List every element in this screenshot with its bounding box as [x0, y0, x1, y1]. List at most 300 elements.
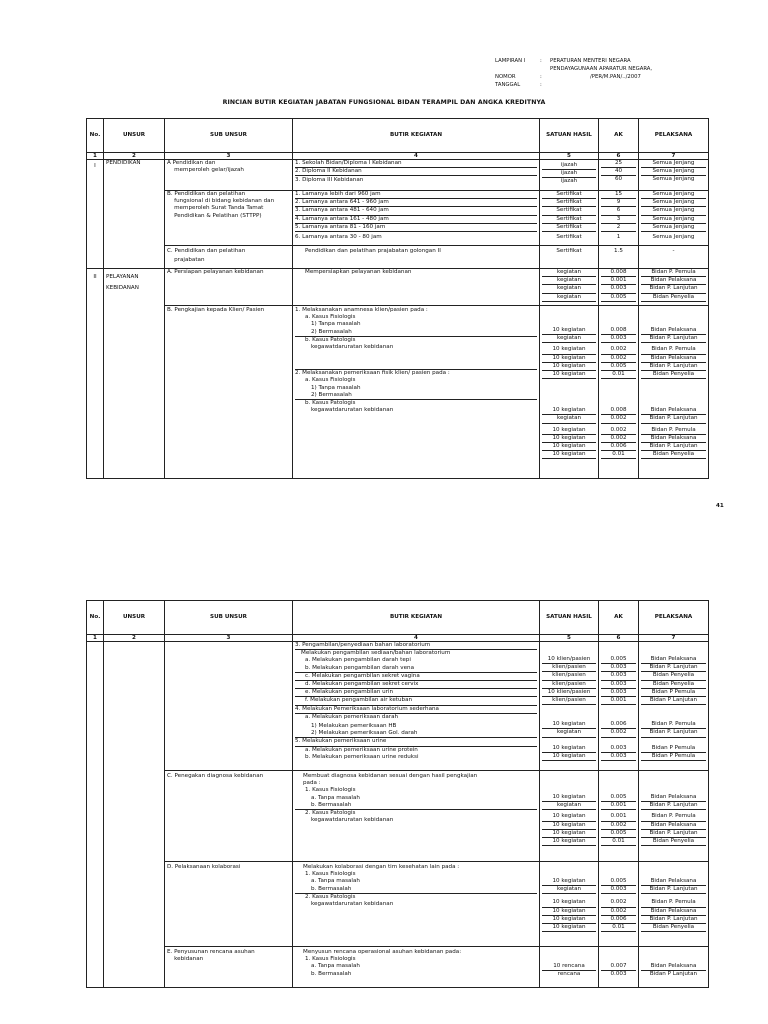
satuan-value: kegiatan [542, 802, 596, 810]
satuan-value: rencana [557, 971, 581, 978]
butir-cell [293, 771, 540, 862]
sub-unsur-line: A Pendidikan dan [167, 160, 216, 166]
ak-value: 0.002 [601, 822, 636, 830]
pelaksana-value: Bidan P Lanjutan [649, 971, 698, 978]
lampiran-colon: : [540, 82, 542, 88]
butir-line: 1. Kasus Fisiologis [305, 871, 356, 878]
butir-line: a. Melakukan pemeriksaan urine protein [305, 746, 418, 753]
butir-cell [293, 191, 540, 246]
row-number [87, 642, 104, 988]
butir-line: 5. Lamanya antara 81 - 160 jam [295, 224, 537, 232]
ak-value: 0.003 [601, 745, 636, 753]
satuan-value: Sertifikat [542, 224, 596, 232]
ak-value: 1 [616, 234, 621, 241]
pelaksana-value: Bidan P. Lanjutan [641, 664, 706, 672]
ak-value: 0.003 [601, 285, 636, 293]
ak-value: 0.005 [601, 294, 636, 302]
satuan-value: kegiatan [542, 294, 596, 302]
pelaksana-value: Bidan Pelaksana [641, 878, 706, 886]
pelaksana-value: Bidan Pelaksana [641, 355, 706, 363]
pelaksana-value: Bidan P. Lanjutan [641, 916, 706, 924]
sub-unsur-line: fungsional di bidang kebidanan dan [167, 198, 275, 205]
pelaksana-value: Bidan P. Pemula [641, 813, 706, 821]
satuan-value: kegiatan [542, 886, 596, 894]
butir-line: 3. Lamanya antara 481 - 640 jam [295, 207, 537, 215]
pelaksana-value: Bidan Pelaksana [641, 435, 706, 443]
ak-value: 0.01 [601, 371, 636, 379]
satuan-cell [540, 246, 599, 269]
pelaksana-value: Bidan P. Lanjutan [641, 285, 706, 293]
butir-line: 2) Bermasalah [295, 329, 537, 337]
sub-unsur-cell [165, 642, 293, 771]
butir-line: 2) Bermasalah [295, 392, 537, 400]
row-number [87, 269, 104, 479]
col-number: 1 [87, 153, 104, 160]
ak-value: 0.002 [601, 908, 636, 916]
pelaksana-value: Semua Jenjang [652, 176, 695, 183]
butir-line: Membuat diagnosa kebidanan sesuai dengan hasil pengkajian [303, 773, 478, 779]
ak-value: 0.002 [601, 899, 636, 907]
sub-unsur-line: kebidanan [167, 956, 204, 963]
lampiran-header [495, 57, 652, 89]
butir-line: 1. Kasus Fisiologis [305, 956, 356, 963]
lampiran-value: PERATURAN MENTERI NEGARA [550, 58, 631, 64]
sub-unsur-line: Pendidikan & Pelatihan (STTPP) [167, 212, 262, 219]
butir-line: 4. Lamanya antara 161 - 480 jam [295, 216, 537, 224]
sub-unsur-line: A. Persiapan pelayanan kebidanan [167, 269, 264, 275]
pelaksana-value: Bidan Penyelia [641, 672, 706, 680]
pelaksana-value: Bidan Penyelia [641, 294, 706, 302]
lampiran-colon [540, 65, 550, 73]
butir-line: kegawatdaruratan kebidanan [311, 817, 394, 824]
pelaksana-value: Semua Jenjang [641, 224, 706, 232]
lampiran-row [495, 65, 652, 73]
butir-line: a. Tanpa masalah [311, 794, 360, 801]
satuan-value: 10 kegiatan [542, 427, 596, 435]
ak-value: 1.5 [614, 248, 623, 254]
ak-value: 0.003 [601, 689, 636, 697]
header-ak: AK [599, 601, 639, 635]
header-row [87, 119, 709, 153]
ak-value: 0.01 [601, 838, 636, 846]
column-number-row [87, 635, 709, 642]
col-number: 4 [293, 635, 540, 642]
col-number: 7 [639, 153, 709, 160]
satuan-value: ijazah [560, 178, 578, 185]
pelaksana-value: Bidan P Pemula [641, 753, 706, 761]
ak-cell [599, 160, 639, 191]
sub-unsur-cell [165, 306, 293, 479]
pelaksana-cell [639, 160, 709, 191]
satuan-value: klien/pasien [542, 672, 596, 680]
header-satuan-hasil: SATUAN HASIL [540, 601, 599, 635]
butir-line: 1) Tanpa masalah [311, 384, 361, 391]
roman-number: I [94, 163, 96, 169]
ak-value: 0.003 [601, 681, 636, 689]
pelaksana-value: Bidan Pelaksana [641, 407, 706, 415]
pelaksana-value: Bidan Penyelia [641, 924, 706, 932]
satuan-value: Sertifikat [542, 191, 596, 199]
header-row [87, 601, 709, 635]
butir-line: 4. Melakukan Pemeriksaan laboratorium sederhana [295, 706, 537, 714]
lampiran-row [495, 57, 652, 65]
satuan-value: 10 kegiatan [542, 838, 596, 846]
butir-line: 2. Lamanya antara 641 - 960 jam [295, 199, 537, 207]
butir-cell [293, 269, 540, 306]
pelaksana-value: Bidan P. Lanjutan [641, 335, 706, 343]
ak-value: 6 [601, 207, 636, 215]
pelaksana-cell [639, 191, 709, 246]
butir-line: Mempersiapkan pelayanan kebidanan [305, 269, 412, 275]
sub-unsur-line: prajabatan [167, 257, 205, 264]
ak-value: 0.008 [601, 407, 636, 415]
pelaksana-value: Bidan Penyelia [641, 451, 706, 459]
ak-value: 15 [601, 191, 636, 199]
col-number: 6 [599, 153, 639, 160]
ak-value: 0.006 [601, 721, 636, 729]
butir-line: Menyusun rencana operasional asuhan kebidanan pada: [303, 949, 462, 955]
table-row [87, 160, 709, 191]
ak-value: 0.003 [610, 971, 627, 978]
satuan-value: ijazah [542, 162, 596, 170]
sub-unsur-line: C. Pendidikan dan pelatihan [167, 248, 246, 254]
ak-value: 0.001 [601, 813, 636, 821]
pelaksana-value: Bidan P. Lanjutan [641, 729, 706, 737]
ak-cell [599, 947, 639, 988]
header-butir-kegiatan: BUTIR KEGIATAN [293, 601, 540, 635]
ak-value: 0.001 [601, 802, 636, 810]
satuan-cell [540, 160, 599, 191]
ak-value: 0.003 [601, 672, 636, 680]
butir-line: b. Kasus Patologis [305, 400, 356, 407]
ak-value: 0.002 [601, 355, 636, 363]
ak-value: 40 [601, 168, 636, 176]
table-row [87, 191, 709, 246]
satuan-value: 10 kegiatan [542, 435, 596, 443]
butir-line: 2. Melaksanakan pemeriksaan fisik klien/ pasien pada : [295, 369, 537, 377]
satuan-value: 10 kegiatan [542, 830, 596, 838]
ak-value: 0.002 [601, 729, 636, 737]
rincian-table-page-1 [86, 118, 709, 479]
ak-value: 0.001 [601, 697, 636, 705]
ak-value: 0.006 [601, 443, 636, 451]
satuan-value: 10 kegiatan [542, 822, 596, 830]
unsur-label: PELAYANAN [106, 274, 139, 280]
table-row [87, 947, 709, 988]
pelaksana-value: Bidan P. Lanjutan [641, 802, 706, 810]
header-no: No. [87, 119, 104, 153]
pelaksana-value: Bidan P. Lanjutan [641, 443, 706, 451]
ak-value: 0.005 [601, 878, 636, 886]
butir-line: 5. Melakukan pemeriksaan urine [295, 738, 537, 746]
butir-line: a. Tanpa masalah [311, 963, 360, 970]
table-row [87, 269, 709, 306]
column-number-row [87, 153, 709, 160]
header-satuan-hasil: SATUAN HASIL [540, 119, 599, 153]
document-title: RINCIAN BUTIR KEGIATAN JABATAN FUNGSIONAL BIDAN TERAMPIL DAN ANGKA KREDITNYA [222, 99, 546, 106]
lampiran-key: TANGGAL [495, 82, 521, 88]
butir-cell [293, 246, 540, 269]
butir-line: kegawatdaruratan kebidanan [311, 901, 394, 908]
unsur-cell [104, 160, 165, 269]
ak-cell [599, 246, 639, 269]
ak-value: 0.003 [601, 753, 636, 761]
pelaksana-cell [639, 947, 709, 988]
butir-line: 1) Tanpa masalah [311, 321, 361, 328]
satuan-cell [540, 947, 599, 988]
butir-line: 1. Lamanya lebih dari 960 jam [295, 191, 537, 199]
butir-line: e. Melakukan pengambilan urin [295, 689, 537, 697]
ak-cell [599, 306, 639, 479]
butir-line: 2) Melakukan pemeriksaan Gol. darah [295, 730, 537, 738]
sub-unsur-cell [165, 246, 293, 269]
butir-line: c. Melakukan pengambilan sekret vagina [295, 673, 537, 681]
butir-line: kegawatdaruratan kebidanan [311, 407, 394, 414]
butir-line: b. Melakukan pemeriksaan urine reduksi [305, 753, 419, 760]
satuan-value: 10 kegiatan [542, 363, 596, 371]
butir-cell [293, 306, 540, 479]
pelaksana-value: Bidan P. Pemula [641, 721, 706, 729]
table-row [87, 306, 709, 479]
pelaksana-cell [639, 642, 709, 771]
ak-cell [599, 862, 639, 947]
table-row [87, 862, 709, 947]
ak-value: 0.002 [601, 427, 636, 435]
ak-cell [599, 269, 639, 306]
satuan-cell [540, 191, 599, 246]
ak-value: 25 [601, 160, 636, 168]
satuan-cell [540, 771, 599, 862]
document-page-2 [0, 520, 768, 1024]
header-pelaksana: PELAKSANA [639, 119, 709, 153]
ak-value: 2 [601, 224, 636, 232]
butir-line: 1. Sekolah Bidan/Diploma I Kebidanan [295, 160, 537, 168]
satuan-value: Sertifikat [542, 199, 596, 207]
pelaksana-value: Bidan P. Lanjutan [641, 415, 706, 423]
butir-line: pada : [303, 780, 321, 787]
pelaksana-cell [639, 269, 709, 306]
pelaksana-cell [639, 246, 709, 269]
pelaksana-value: Semua Jenjang [641, 216, 706, 224]
satuan-value: 10 kegiatan [542, 443, 596, 451]
table-row [87, 642, 709, 771]
header-unsur: UNSUR [104, 601, 165, 635]
lampiran-key: NOMOR [495, 74, 516, 80]
butir-line: a. Melakukan pemeriksaan darah [305, 713, 399, 720]
butir-line: Pendidikan dan pelatihan prajabatan golongan II [305, 248, 441, 254]
lampiran-key [495, 65, 540, 73]
ak-value: 0.01 [601, 924, 636, 932]
pelaksana-value: Bidan Penyelia [641, 838, 706, 846]
ak-value: 0.003 [601, 886, 636, 894]
satuan-value: 10 kegiatan [542, 355, 596, 363]
butir-line: Melakukan kolaborasi dengan tim kesehatan lain pada : [303, 864, 460, 870]
satuan-value: 10 kegiatan [542, 721, 596, 729]
row-number [87, 160, 104, 269]
satuan-value: ijazah [542, 170, 596, 178]
butir-line: 3. Pengambilan/penyediaan bahan laboratorium [295, 642, 537, 650]
butir-line: 1) Melakukan pemeriksaan HB [311, 723, 397, 730]
col-number: 7 [639, 635, 709, 642]
header-no: No. [87, 601, 104, 635]
ak-value: 0.005 [601, 830, 636, 838]
pelaksana-value: Bidan P. Lanjutan [641, 830, 706, 838]
butir-line: 2. Kasus Patologis [305, 893, 356, 900]
pelaksana-value: Bidan Pelaksana [641, 963, 706, 971]
sub-unsur-line: B. Pengkajian kepada Klien/ Pasien [167, 307, 265, 313]
satuan-value: klien/pasien [542, 664, 596, 672]
sub-unsur-cell [165, 862, 293, 947]
pelaksana-value: Semua Jenjang [641, 199, 706, 207]
ak-value: 0.007 [601, 963, 636, 971]
satuan-value: 10 kegiatan [542, 916, 596, 924]
pelaksana-cell [639, 771, 709, 862]
pelaksana-value: Semua Jenjang [641, 191, 706, 199]
pelaksana-cell [639, 306, 709, 479]
satuan-cell [540, 862, 599, 947]
butir-line: 3. Diploma III Kebidanan [295, 177, 364, 184]
butir-line: b. Bermasalah [295, 802, 537, 810]
satuan-value: kegiatan [542, 269, 596, 277]
satuan-value: klien/pasien [542, 697, 596, 705]
satuan-value: 10 kegiatan [542, 899, 596, 907]
col-number: 1 [87, 635, 104, 642]
header-sub-unsur: SUB UNSUR [165, 601, 293, 635]
roman-number: II [93, 274, 97, 280]
pelaksana-value: - [672, 248, 675, 254]
ak-value: 60 [614, 176, 623, 183]
butir-line: 2. Diploma II Kebidanan [295, 168, 537, 176]
satuan-value: 10 klien/pasien [542, 656, 596, 664]
col-number: 2 [104, 635, 165, 642]
satuan-value: Sertifikat [556, 248, 582, 254]
col-number: 3 [165, 635, 293, 642]
pelaksana-value: Bidan P. Pemula [641, 269, 706, 277]
lampiran-row [495, 73, 652, 81]
satuan-value: 10 kegiatan [542, 813, 596, 821]
butir-line: 2. Kasus Patologis [305, 810, 356, 817]
satuan-value: Sertifikat [542, 216, 596, 224]
ak-value: 0.001 [601, 277, 636, 285]
ak-value: 0.008 [601, 269, 636, 277]
butir-line: b. Bermasalah [295, 886, 537, 894]
ak-value: 0.003 [601, 664, 636, 672]
pelaksana-value: Bidan P Pemula [641, 689, 706, 697]
sub-unsur-cell [165, 771, 293, 862]
header-unsur: UNSUR [104, 119, 165, 153]
pelaksana-value: Bidan P. Lanjutan [641, 363, 706, 371]
butir-line: a. Tanpa masalah [311, 878, 360, 885]
butir-line: d. Melakukan pengambilan sekret cervix [295, 681, 537, 689]
satuan-value: kegiatan [542, 277, 596, 285]
ak-value: 0.008 [601, 327, 636, 335]
ak-value: 0.006 [601, 916, 636, 924]
satuan-value: 10 kegiatan [542, 794, 596, 802]
rincian-table-page-2 [86, 600, 709, 988]
sub-unsur-line: E. Penyusunan rencana asuhan [167, 949, 255, 955]
butir-cell [293, 862, 540, 947]
sub-unsur-cell [165, 160, 293, 191]
pelaksana-value: Semua Jenjang [652, 234, 695, 241]
pelaksana-value: Bidan Pelaksana [641, 794, 706, 802]
pelaksana-value: Bidan Pelaksana [641, 908, 706, 916]
pelaksana-value: Bidan P. Pemula [641, 346, 706, 354]
pelaksana-value: Bidan Pelaksana [641, 327, 706, 335]
satuan-cell [540, 306, 599, 479]
pelaksana-cell [639, 862, 709, 947]
satuan-value: 10 kegiatan [542, 908, 596, 916]
satuan-value: 10 kegiatan [542, 745, 596, 753]
butir-line: Melakukan pengambilan sediaan/bahan laboratorium [301, 650, 451, 657]
butir-line: f. Melakukan pengambilan air ketuban [295, 697, 537, 705]
pelaksana-value: Bidan P. Pemula [641, 899, 706, 907]
ak-value: 0.003 [601, 335, 636, 343]
ak-value: 0.002 [601, 415, 636, 423]
ak-cell [599, 642, 639, 771]
lampiran-row [495, 81, 652, 89]
satuan-value: 10 kegiatan [542, 327, 596, 335]
pelaksana-value: Semua Jenjang [641, 168, 706, 176]
ak-value: 0.002 [601, 346, 636, 354]
unsur-cell [104, 269, 165, 479]
pelaksana-value: Bidan Penyelia [641, 371, 706, 379]
ak-cell [599, 771, 639, 862]
lampiran-value: /PER/M.PAN/../2007 [590, 74, 641, 80]
satuan-value: kegiatan [542, 335, 596, 343]
unsur-label: KEBIDANAN [106, 285, 139, 292]
satuan-value: kegiatan [542, 729, 596, 737]
sub-unsur-line: D. Pelaksanaan kolaborasi [167, 864, 241, 870]
satuan-cell [540, 269, 599, 306]
table-row [87, 246, 709, 269]
ak-value: 0.005 [601, 656, 636, 664]
pelaksana-value: Bidan Penyelia [641, 681, 706, 689]
butir-cell [293, 642, 540, 771]
ak-value: 3 [601, 216, 636, 224]
col-number: 3 [165, 153, 293, 160]
ak-value: 9 [601, 199, 636, 207]
sub-unsur-line: memperoleh gelar/ijazah [167, 167, 244, 174]
pelaksana-value: Semua Jenjang [641, 207, 706, 215]
pelaksana-value: Semua Jenjang [641, 160, 706, 168]
lampiran-value: PENDAYAGUNAAN APARATUR NEGARA, [550, 66, 653, 72]
ak-value: 0.005 [601, 363, 636, 371]
pelaksana-value: Bidan P Pemula [641, 745, 706, 753]
butir-line: b. Kasus Patologis [305, 336, 356, 343]
header-ak: AK [599, 119, 639, 153]
butir-line: a. Kasus Fisiologis [305, 314, 356, 321]
col-number: 5 [540, 153, 599, 160]
sub-unsur-cell [165, 191, 293, 246]
satuan-value: 10 kegiatan [542, 924, 596, 932]
col-number: 6 [599, 635, 639, 642]
satuan-value: 10 kegiatan [542, 451, 596, 459]
pelaksana-value: Bidan P. Pemula [641, 427, 706, 435]
header-butir-kegiatan: BUTIR KEGIATAN [293, 119, 540, 153]
pelaksana-value: Bidan P. Lanjutan [641, 886, 706, 894]
header-sub-unsur: SUB UNSUR [165, 119, 293, 153]
satuan-value: 10 rencana [542, 963, 596, 971]
butir-cell [293, 160, 540, 191]
unsur-label: PENDIDIKAN [106, 160, 141, 166]
butir-line: b. Melakukan pengambilan darah vena [295, 665, 537, 673]
unsur-cell [104, 642, 165, 988]
satuan-cell [540, 642, 599, 771]
pelaksana-value: Bidan Pelaksana [641, 277, 706, 285]
butir-line: a. Melakukan pengambilan darah tepi [305, 657, 411, 664]
satuan-value: kegiatan [542, 285, 596, 293]
butir-line: b. Bermasalah [311, 970, 352, 977]
